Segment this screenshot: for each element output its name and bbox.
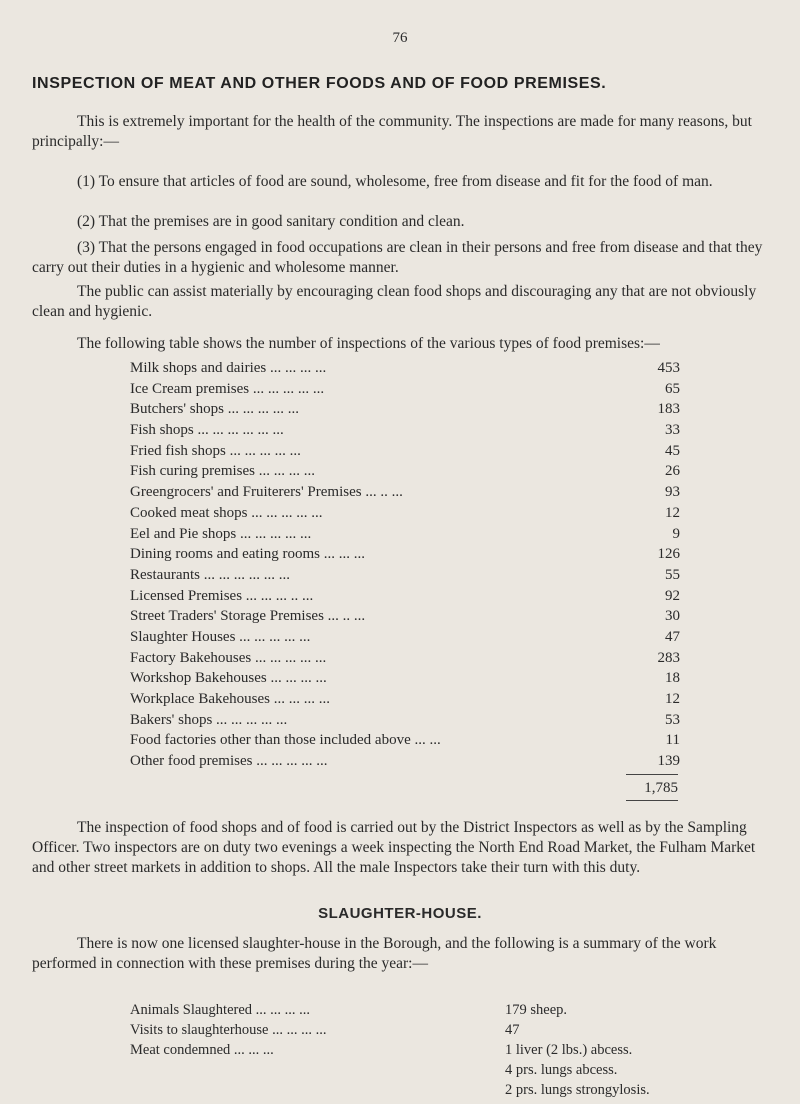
table-row	[130, 358, 690, 379]
table-row	[130, 544, 690, 565]
row-value: 183	[657, 401, 680, 418]
row-label: Other food premises ... ... ... ... ...	[130, 753, 328, 770]
table-row	[130, 524, 690, 545]
row-value: 9	[672, 525, 680, 542]
row-value: 12	[665, 691, 680, 707]
row-value: 92	[665, 587, 680, 604]
row-value: 139	[657, 753, 680, 770]
table-row	[130, 503, 690, 524]
reason-3: (3) That the persons engaged in food occupations are clean in their persons and free from disease and that they carry out their duties in a hygienic and wholesome manner.	[32, 239, 763, 276]
row-value: 18	[665, 670, 680, 687]
summary-value: 2 prs. lungs strongylosis.	[505, 1082, 650, 1098]
summary-value: 4 prs. lungs abcess.	[505, 1062, 618, 1078]
summary-label: Visits to slaughterhouse ... ... ... ...	[130, 1022, 327, 1038]
table-row	[130, 441, 690, 462]
row-value: 65	[665, 380, 680, 397]
total-value: 1,785	[644, 780, 678, 796]
row-label: Butchers' shops ... ... ... ... ...	[130, 401, 299, 418]
row-value: 11	[665, 732, 680, 749]
summary-label: Animals Slaughtered ... ... ... ...	[130, 1002, 311, 1018]
row-label: Factory Bakehouses ... ... ... ... ...	[130, 649, 327, 666]
row-label: Eel and Pie shops ... ... ... ... ...	[130, 525, 312, 542]
total-rule-top	[626, 774, 678, 775]
total-rule-bottom	[626, 800, 678, 801]
row-value: 33	[665, 422, 680, 439]
summary-row	[130, 1020, 730, 1040]
row-label: Milk shops and dairies ... ... ... ...	[130, 360, 327, 376]
row-value: 30	[665, 608, 680, 625]
row-label: Food factories other than those included above ... ...	[130, 732, 441, 749]
row-label: Street Traders' Storage Premises ... .. ...	[130, 608, 366, 625]
row-label: Fish shops ... ... ... ... ... ...	[130, 422, 284, 439]
row-value: 12	[665, 504, 680, 521]
row-label: Fish curing premises ... ... ... ...	[130, 463, 315, 480]
row-label: Cooked meat shops ... ... ... ... ...	[130, 504, 323, 521]
summary-row	[130, 1060, 730, 1080]
row-value: 453	[657, 360, 680, 376]
row-label: Ice Cream premises ... ... ... ... ...	[130, 380, 325, 397]
row-value: 47	[665, 628, 680, 645]
summary-row	[130, 1080, 730, 1100]
row-label: Slaughter Houses ... ... ... ... ...	[130, 628, 311, 645]
row-label: Workshop Bakehouses ... ... ... ...	[130, 670, 327, 687]
row-label: Licensed Premises ... ... ... .. ...	[130, 587, 314, 604]
row-label: Dining rooms and eating rooms ... ... ...	[130, 546, 365, 563]
table-row	[130, 420, 690, 441]
summary-value: 47	[505, 1022, 520, 1038]
page-number: 76	[392, 30, 408, 46]
row-label: Workplace Bakehouses ... ... ... ...	[130, 691, 330, 707]
row-label: Bakers' shops ... ... ... ... ...	[130, 711, 288, 728]
table-row	[130, 565, 690, 586]
row-value: 53	[665, 711, 680, 728]
table-row	[130, 606, 690, 627]
summary-value: 1 liver (2 lbs.) abcess.	[505, 1042, 633, 1058]
table-row	[130, 627, 690, 648]
row-value: 283	[657, 649, 680, 666]
intro-paragraph: This is extremely important for the health of the community. The inspections are made for many reasons, but principally:—	[32, 113, 752, 150]
row-label: Greengrocers' and Fruiterers' Premises ... .. ...	[130, 484, 403, 501]
table-intro: The following table shows the number of inspections of the various types of food premises:—	[77, 335, 660, 352]
row-value: 126	[657, 546, 680, 563]
row-label: Restaurants ... ... ... ... ... ...	[130, 566, 290, 583]
public-note: The public can assist materially by encouraging clean food shops and discouraging any that are not obviously clean and hygienic.	[32, 283, 757, 320]
table-row	[130, 689, 690, 710]
district-note: The inspection of food shops and of food is carried out by the District Inspectors as well as by the Sampling Officer. Two inspectors are on duty two evenings a week inspecting the North End Road Market, the Fulham Market and other street markets in addition to shops. All the male Inspectors take their turn with this duty.	[32, 819, 756, 876]
row-value: 55	[665, 566, 680, 583]
row-value: 26	[665, 463, 680, 480]
slaughter-intro: There is now one licensed slaughter-house in the Borough, and the following is a summary of the work performed in connection with these premises during the year:—	[32, 935, 717, 972]
table-row	[130, 730, 690, 751]
slaughter-summary	[130, 1000, 730, 1100]
table-row	[130, 379, 690, 400]
row-value: 93	[665, 484, 680, 501]
table-row	[130, 586, 690, 607]
reason-1: (1) To ensure that articles of food are sound, wholesome, free from disease and fit for the food of man.	[77, 173, 713, 190]
page-title: INSPECTION OF MEAT AND OTHER FOODS AND OF FOOD PREMISES.	[32, 75, 607, 92]
table-row	[130, 461, 690, 482]
summary-label: Meat condemned ... ... ...	[130, 1042, 274, 1058]
table-row	[130, 482, 690, 503]
inspections-table	[130, 358, 690, 772]
table-row	[130, 751, 690, 772]
table-row	[130, 668, 690, 689]
table-row	[130, 648, 690, 669]
reason-2: (2) That the premises are in good sanitary condition and clean.	[77, 213, 465, 230]
row-value: 45	[665, 442, 680, 459]
summary-value: 179 sheep.	[505, 1002, 568, 1018]
table-row	[130, 399, 690, 420]
summary-row	[130, 1000, 730, 1020]
table-row	[130, 710, 690, 731]
summary-row	[130, 1040, 730, 1060]
row-label: Fried fish shops ... ... ... ... ...	[130, 442, 301, 459]
slaughter-heading: SLAUGHTER-HOUSE.	[318, 905, 482, 922]
